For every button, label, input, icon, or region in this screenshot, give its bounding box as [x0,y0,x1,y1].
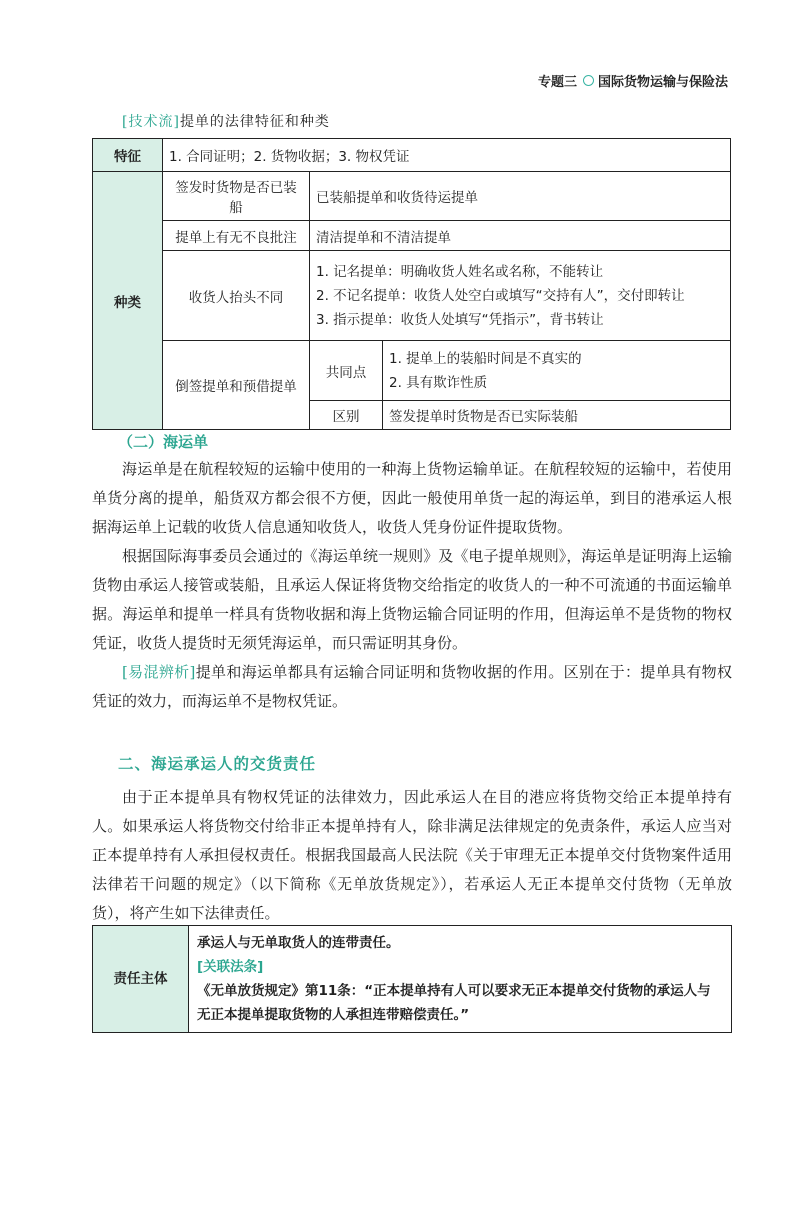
row3-label: 收货人抬头不同 [163,251,310,341]
row3-value [310,251,731,341]
liability-line: 承运人与无单取货人的连带责任。 [197,935,400,951]
diff-value: 签发提单时货物是否已实际装船 [383,401,731,430]
tech-title: 提单的法律特征和种类 [179,114,330,130]
table-row [93,926,732,1033]
row4-label: 倒签提单和预借提单 [163,341,310,430]
common-value [383,341,731,401]
list-item: 2. 具有欺诈性质 [389,374,488,391]
liability-label: 责任主体 [93,926,189,1033]
row1-label: 签发时货物是否已装船 [163,172,310,221]
list-item: 1. 记名提单：明确收货人姓名或名称，不能转让 [316,263,604,280]
liability-content [189,926,732,1033]
confusion-text: 提单和海运单都具有运输合同证明和货物收据的作用。区别在于：提单具有物权凭证的效力，而海运单不是物权凭证。 [92,663,732,710]
feature-value: 1. 合同证明；2. 货物收据；3. 物权凭证 [163,139,731,172]
circle-icon [583,75,594,86]
paragraph-confusion [92,658,732,716]
table-row [93,251,731,341]
kind-label: 种类 [93,172,163,430]
law-text: 《无单放货规定》第11条：“正本提单持有人可以要求无正本提单交付货物的承运人与无正本提单提取货物的人承担连带赔偿责任。” [197,983,711,1023]
section-heading-sea-waybill: （二）海运单 [118,433,209,451]
paragraph: 海运单是在航程较短的运输中使用的一种海上货物运输单证。在航程较短的运输中，若使用单货分离的提单，船货双方都会很不方便，因此一般使用单货一起的海运单，到目的港承运人根据海运单上记载的收货人信息通知收货人，收货人凭身份证件提取货物。 [92,460,732,536]
row2-value: 清洁提单和不清洁提单 [310,221,731,251]
diff-label: 区别 [310,401,383,430]
confusion-tag: [易混辨析] [122,663,196,681]
row1-value: 已装船提单和收货待运提单 [310,172,731,221]
header-title: 国际货物运输与保险法 [597,75,728,90]
list-item: 1. 提单上的装船时间是不真实的 [389,350,582,367]
table-row [93,172,731,221]
page-header [538,71,728,90]
table-row [93,139,731,172]
section-heading-delivery: 二、海运承运人的交货责任 [118,755,317,773]
related-law-tag: [关联法条] [197,959,264,975]
feature-label: 特征 [93,139,163,172]
table-row [93,221,731,251]
body-text-delivery [92,783,732,928]
body-text [92,455,732,716]
row2-label: 提单上有无不良批注 [163,221,310,251]
paragraph: 由于正本提单具有物权凭证的法律效力，因此承运人在目的港应将货物交给正本提单持有人。如果承运人将货物交付给非正本提单持有人，除非满足法律规定的免责条件，承运人应当对正本提单持有人承担侵权责任。根据我国最高人民法院《关于审理无正本提单交付货物案件适用法律若干问题的规定》（以下简称《无单放货规定》），若承运人无正本提单交付货物（无单放货），将产生如下法律责任。 [92,788,732,922]
tech-heading [122,111,330,131]
liability-table [92,925,732,1033]
header-section: 专题三 [537,75,577,90]
bill-of-lading-table [92,138,731,430]
list-item: 3. 指示提单：收货人处填写“凭指示”，背书转让 [316,311,604,328]
list-item: 2. 不记名提单：收货人处空白或填写“交持有人”，交付即转让 [316,287,685,304]
table-row [93,341,731,401]
tech-tag: [技术流] [122,114,180,130]
paragraph: 根据国际海事委员会通过的《海运单统一规则》及《电子提单规则》，海运单是证明海上运输货物由承运人接管或装船，且承运人保证将货物交给指定的收货人的一种不可流通的书面运输单据。海运单和提单一样具有货物收据和海上货物运输合同证明的作用，但海运单不是货物的物权凭证，收货人提货时无须凭海运单，而只需证明其身份。 [92,547,732,652]
common-label: 共同点 [310,341,383,401]
